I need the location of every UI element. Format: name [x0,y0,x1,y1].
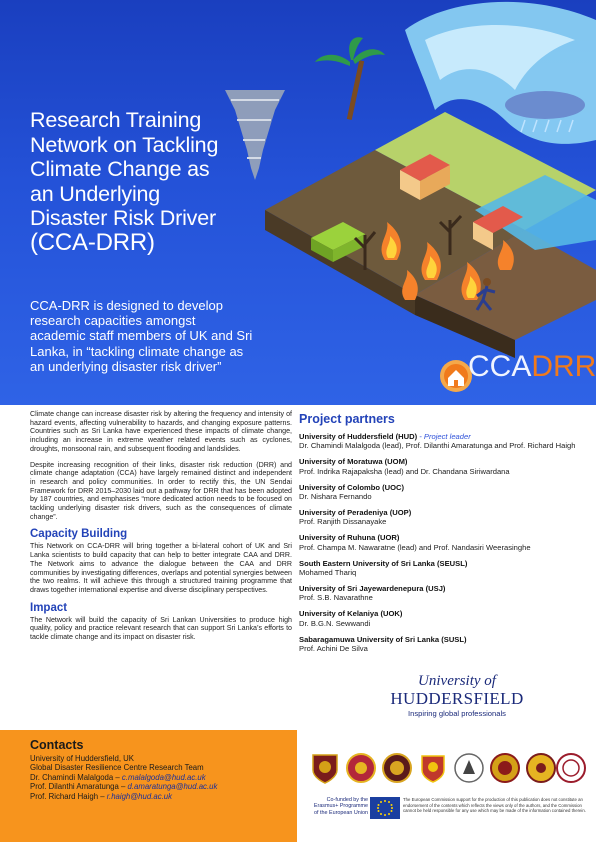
capacity-building-text: This Network on CCA-DRR will bring together a bi-lateral cohort of UK and Sri Lanka scientists to build capacity that can help to better integrate CAA and DRR. The Network aims to advance the dialogue between the CAA and DRR communities by investigating differences, overlaps and potential synergies between the two realms. It will achieve this through a structured training programme that draws together international expertise and diverse disciplinary perspectives. [30,542,292,594]
contact-name: Dr. Chamindi Malalgoda – [30,772,122,782]
project-partners [299,412,579,660]
partner-seals [310,752,585,786]
cca-drr-logo-text [468,350,596,384]
partner-people: Dr. B.G.N. Sewwandi [299,618,371,628]
partner-people: Dr. Chamindi Malalgoda (lead), Prof. Dilanthi Amaratunga and Prof. Richard Haigh [299,441,576,451]
partner-entry [299,559,579,578]
university-seal-icon [418,752,448,784]
capacity-building-heading: Capacity Building [30,528,128,541]
hero-subtitle-line: academic staff members of UK and Sri [30,328,253,344]
hero-title-line: an Underlying [30,181,161,206]
partner-people: Prof. Ranjith Dissanayake [299,517,387,527]
contact-person [30,782,290,791]
partner-university: University of Sri Jayewardenepura (USJ) [299,583,446,593]
hero-subtitle-line: research capacities amongst [30,313,196,329]
huddersfield-tagline: Inspiring global professionals [408,709,506,718]
logo-cca-text: CCA [468,350,532,383]
partner-people: Prof. Indrika Rajapaksha (lead) and Dr. Chandana Siriwardana [299,466,510,476]
partner-entry [299,432,579,451]
partner-university: University of Colombo (UOC) [299,482,405,492]
contact-person [30,792,290,801]
partner-entry [299,635,579,654]
contacts-heading: Contacts [30,738,84,752]
partner-entry [299,584,579,603]
hero-banner [0,0,596,405]
partner-entry [299,483,579,502]
partner-people: Prof. S.B. Navarathne [299,593,373,603]
partner-people: Mohamed Thariq [299,567,357,577]
university-seal-icon [310,752,340,784]
university-seal-icon [454,752,484,784]
eu-cofunded-text: Co-funded by the Erasmus+ Programme of the European Union [313,797,368,816]
contact-email-link[interactable]: r.haigh@hud.ac.uk [106,791,172,801]
partner-university: University of Ruhuna (UOR) [299,533,400,543]
left-column [30,410,292,649]
contact-name: Prof. Richard Haigh – [30,791,107,801]
hero-title-line: (CCA-DRR) [30,228,155,256]
contact-person [30,773,290,782]
contacts-details [30,754,290,801]
huddersfield-logo [382,673,532,718]
eu-flag-icon [370,797,400,819]
partner-university: South Eastern University of Sri Lanka (SEUSL) [299,558,468,568]
contact-team: Global Disaster Resilience Centre Research Team [30,763,204,773]
climate-disaster-illustration [225,0,596,360]
intro-paragraph: Despite increasing recognition of their links, disaster risk reduction (DRR) and climate change adaptation (CCA) have largely remained distinct and independent in research and policy communities. In order to rectify this, the UN Sendai Framework for DRR 2015–2030 laid out a pathway for DRR that has been adopted by 187 countries, and emphasises “more dedicated action needs to be focused on tackling underlying disaster risk drivers, such as the consequences of climate change”. [30,460,292,521]
contacts-panel [0,730,297,842]
hero-title-line: Climate Change as [30,157,210,181]
impact-text: The Network will build the capacity of Sri Lankan Universities to produce high quality, policy and practice relevant research that can support Sri Lanka’s efforts to tackle climate change and its impact on disaster risk. [30,615,292,642]
partner-people: Prof. Champa M. Nawaratne (lead) and Prof. Nandasiri Weerasinghe [299,542,531,552]
hero-title-line: Research Training [30,108,202,132]
contact-name: Prof. Dilanthi Amaratunga – [30,782,128,792]
hero-subtitle-line: CCA-DRR is designed to develop [30,298,223,313]
contact-email-link[interactable]: c.malalgoda@hud.ac.uk [121,772,206,782]
university-seal-icon [346,752,376,784]
huddersfield-logo-wordmark: HUDDERSFIELD [390,689,524,708]
project-partners-heading: Project partners [299,412,395,426]
hero-subtitle-line: Lanka, in “tackling climate change as [30,343,244,359]
partner-people: Dr. Nishara Fernando [299,492,372,502]
partner-university-name: University of Huddersfield (HUD) [299,432,418,441]
partner-people: Prof. Achini De Silva [299,643,368,653]
partner-entry [299,457,579,476]
partner-entry [299,508,579,527]
contact-email-link[interactable]: d.amaratunga@hud.ac.uk [127,782,218,792]
eu-disclaimer: The European Commission support for the production of this publication does not constitute an endorsement of the contents which reflects the views only of the authors, and the Commission cannot be held responsible for any use which may be made of the information contained therein. [403,797,586,814]
hero-title-line: Network on Tackling [30,132,219,157]
university-seal-icon [490,752,520,784]
university-seal-icon [526,752,556,784]
logo-drr-text: DRR [531,350,596,383]
partner-entry [299,533,579,552]
partner-university: University of Moratuwa (UOM) [299,457,408,467]
university-seal-icon [556,752,586,784]
hero-subtitle-line: an underlying disaster risk driver” [30,358,222,374]
university-seal-icon [382,752,412,784]
partner-university: Sabaragamuwa University of Sri Lanka (SUSL) [299,634,467,644]
partner-university [299,432,579,441]
partner-university: University of Peradeniya (UOP) [299,507,412,517]
hero-title-line: Disaster Risk Driver [30,206,216,230]
project-leader-tag: - Project leader [417,432,471,441]
contact-institution: University of Huddersfield, UK [30,754,134,763]
huddersfield-logo-line: University of [418,673,496,689]
partner-entry [299,609,579,628]
partner-university: University of Kelaniya (UOK) [299,609,403,619]
intro-paragraph: Climate change can increase disaster risk by altering the frequency and intensity of hazard events, affecting vulnerability to hazards, and changing exposure patterns. Countries such as Sri Lanka have experienced these impacts of climate change, including an increase in extreme weather related events such as cyclones, droughts, monsoonal rain, and subsequent flooding and landslides. [30,410,292,453]
impact-heading: Impact [30,601,68,614]
